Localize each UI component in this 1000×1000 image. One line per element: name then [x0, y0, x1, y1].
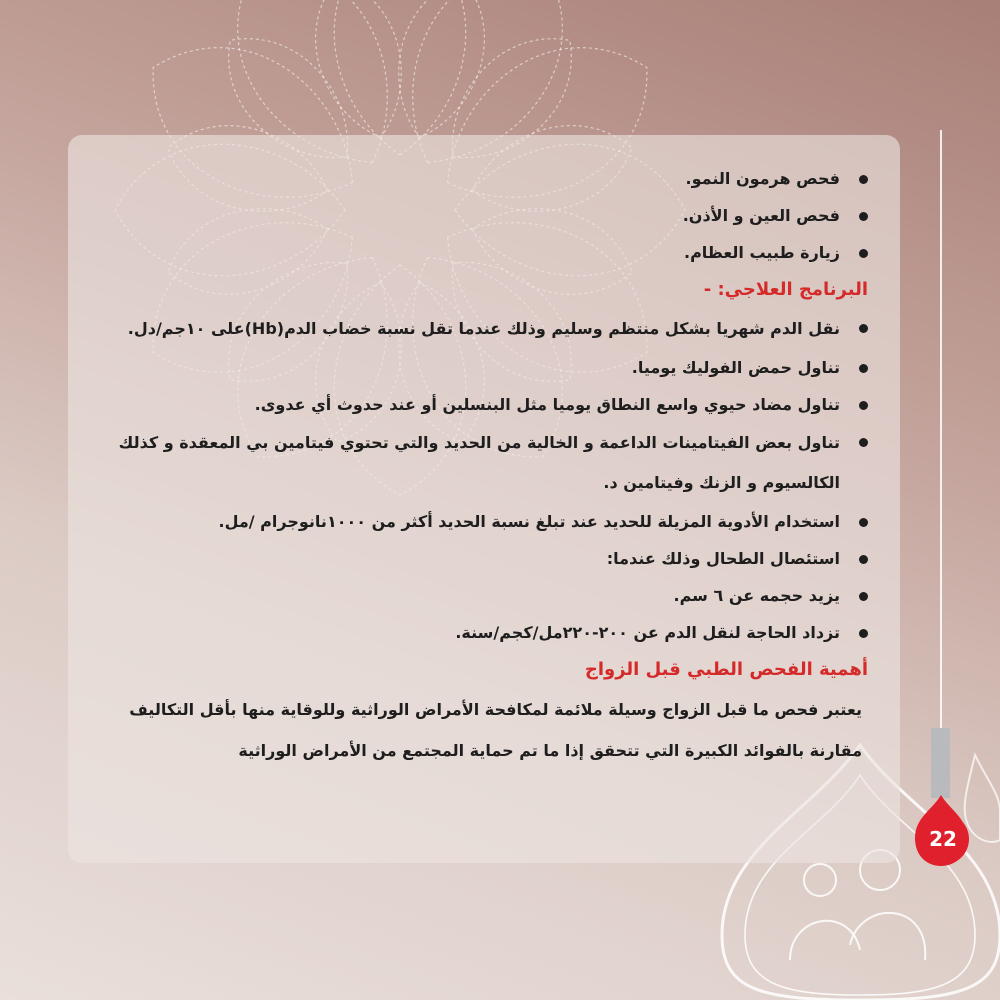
bullet-icon	[859, 555, 868, 564]
page-number: 22	[917, 813, 969, 865]
bullet-icon	[859, 401, 868, 410]
list-item-text: تناول حمض الفوليك يوميا.	[631, 358, 840, 377]
list-item	[80, 349, 870, 386]
list-item-text: تزداد الحاجة لنقل الدم عن ٢٠٠-٢٢٠مل/كجم/سنة.	[455, 623, 840, 642]
list-item	[80, 614, 870, 651]
bullet-icon	[859, 592, 868, 601]
bullet-icon	[859, 518, 868, 527]
list-item-text: تناول مضاد حيوي واسع النطاق يوميا مثل البنسلين أو عند حدوث أي عدوى.	[254, 395, 840, 414]
list-item-text: استئصال الطحال وذلك عندما:	[606, 549, 840, 568]
list-item-text: استخدام الأدوية المزيلة للحديد عند تبلغ نسبة الحديد أكثر من ١٠٠٠نانوجرام /مل.	[218, 512, 840, 531]
bullet-icon	[859, 364, 868, 373]
list-item	[80, 160, 870, 197]
petal-outline	[334, 0, 465, 155]
list-item-text: زيارة طبيب العظام.	[683, 243, 840, 262]
list-item	[80, 386, 870, 423]
premarital-paragraph: يعتبر فحص ما قبل الزواج وسيلة ملائمة لمكافحة الأمراض الوراثية وللوقاية منها بأقل التكاليف مقارنة بالفوائد الكبيرة التي تتحقق إذا ما تم حماية المجتمع من الأمراض الوراثية	[129, 700, 862, 760]
bullet-icon	[859, 629, 868, 638]
list-item	[80, 423, 870, 503]
list-item-text: فحص العين و الأذن.	[682, 206, 840, 225]
list-item	[80, 234, 870, 271]
treatment-heading: البرنامج العلاجي: -	[703, 279, 868, 300]
list-item-text: فحص هرمون النمو.	[685, 169, 840, 188]
bullet-icon	[859, 324, 868, 333]
gray-bar	[931, 728, 950, 798]
premarital-heading: أهمية الفحص الطبي قبل الزواج	[584, 659, 868, 680]
treatment-list	[80, 309, 870, 651]
list-item-text: يزيد حجمه عن ٦ سم.	[673, 586, 840, 605]
list-item	[80, 503, 870, 540]
bullet-icon	[859, 212, 868, 221]
bullet-icon	[859, 175, 868, 184]
bullet-icon	[859, 249, 868, 258]
list-item	[80, 197, 870, 234]
list-item	[80, 309, 870, 349]
petal-outline	[380, 0, 501, 148]
list-item-text: نقل الدم شهريا بشكل منتظم وسليم وذلك عندما تقل نسبة خضاب الدم(Hb)على ١٠جم/دل.	[127, 319, 840, 338]
bullet-icon	[859, 438, 868, 447]
checkup-list	[80, 160, 870, 271]
petal-outline	[299, 0, 420, 148]
small-drop-icon	[965, 755, 1000, 842]
list-item-text: تناول بعض الفيتامينات الداعمة و الخالية من الحديد والتي تحتوي فيتامين بي المعقدة و كذلك الكالسيوم و الزنك وفيتامين د.	[118, 433, 840, 492]
list-item	[80, 577, 870, 614]
list-item	[80, 540, 870, 577]
page-content	[80, 160, 870, 771]
